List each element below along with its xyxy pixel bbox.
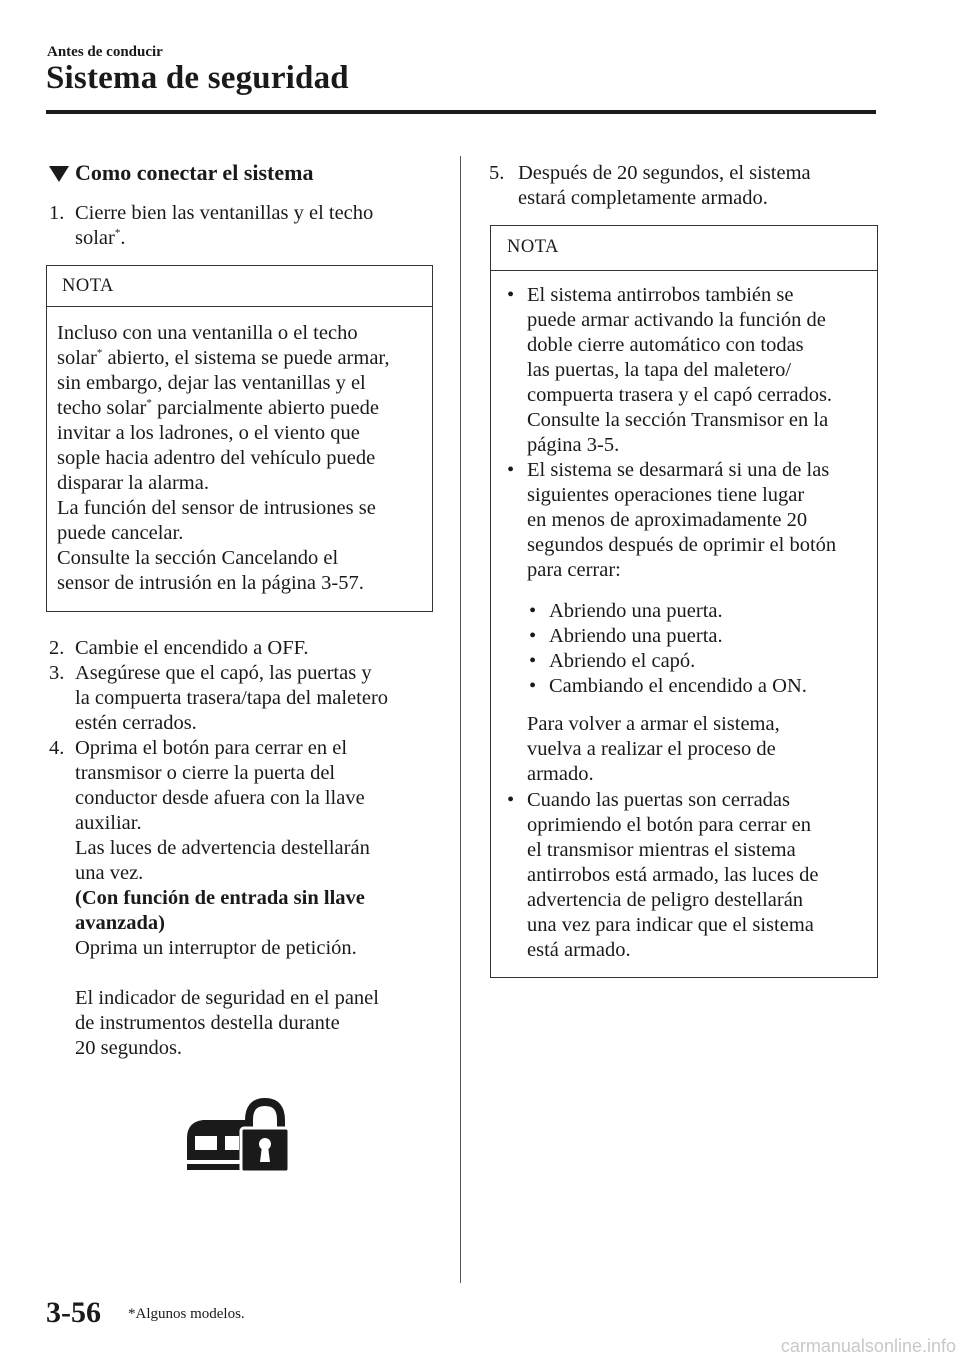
step-number: 4. [49, 737, 65, 759]
triangle-marker-icon [49, 166, 69, 182]
step-1-line-1: Cierre bien las ventanillas y el techo [75, 202, 374, 224]
step-2-text: Cambie el encendido a OFF. [75, 637, 309, 659]
note-title: NOTA [62, 276, 114, 296]
section-heading-text: Como conectar el sistema [75, 160, 314, 185]
footnote-mark: * [114, 227, 121, 240]
note-rearm-text: Para volver a armar el sistema, vuelva a realizar el proceso de armado. [527, 713, 780, 785]
keyless-entry-heading: (Con función de entrada sin llave [75, 887, 365, 909]
footnote: *Algunos modelos. [128, 1306, 245, 1322]
step-number: 2. [49, 637, 65, 659]
note-box-2: NOTA • El sistema antirrobos también se puede armar activando la función de doble cierre automático con todas las puertas, la tapa del maletero/ compuerta trasera y el capó cerrados. Consulte la sección Transmisor en la página 3-5. • El sistema se desarmará si una de las siguientes operaciones tiene lugar en menos de aproximadamente 20 segundos después de oprimir el botón para cerrar: • Abriendo una puerta. • Abriendo una puerta. • Abriendo el capó. • Cambiando el encendido a ON. Para volver a armar el sistema, vuelva a realizar el proceso de armado. • Cuando las puertas son cerradas oprimiendo el botón para cerrar en el transmisor mientras el sistema antirrobos está armado, las luces de advertencia de peligro destellarán una vez para indicar que el sistema está armado. [490, 225, 878, 978]
step-number: 3. [49, 662, 65, 684]
note-1-body: Incluso con una ventanilla o el techo solar* abierto, el sistema se puede armar, sin embargo, dejar las ventanillas y el techo solar* parcialmente abierto puede invitar a los ladrones, o el viento que sople hacia adentro del vehículo puede disparar la alarma. La función del sensor de intrusiones se puede cancelar. Consulte la sección Cancelando el sensor de intrusión en la página 3-57. [57, 322, 390, 594]
column-divider [460, 156, 461, 1283]
note-title: NOTA [507, 237, 559, 257]
note-header [47, 266, 432, 307]
step-number: 1. [49, 202, 65, 224]
breadcrumb: Antes de conducir [47, 44, 163, 60]
section-heading [49, 160, 313, 186]
page-number: 3-56 [46, 1296, 101, 1329]
page-title: Sistema de seguridad [46, 60, 349, 96]
note-header [491, 226, 877, 271]
title-rule [46, 110, 876, 114]
step-number: 5. [489, 162, 505, 184]
note-box-1 [46, 265, 433, 612]
step-1-line-2: solar*. [75, 227, 126, 249]
security-indicator-icon [183, 1098, 291, 1174]
watermark: carmanualsonline.info [780, 1336, 956, 1356]
